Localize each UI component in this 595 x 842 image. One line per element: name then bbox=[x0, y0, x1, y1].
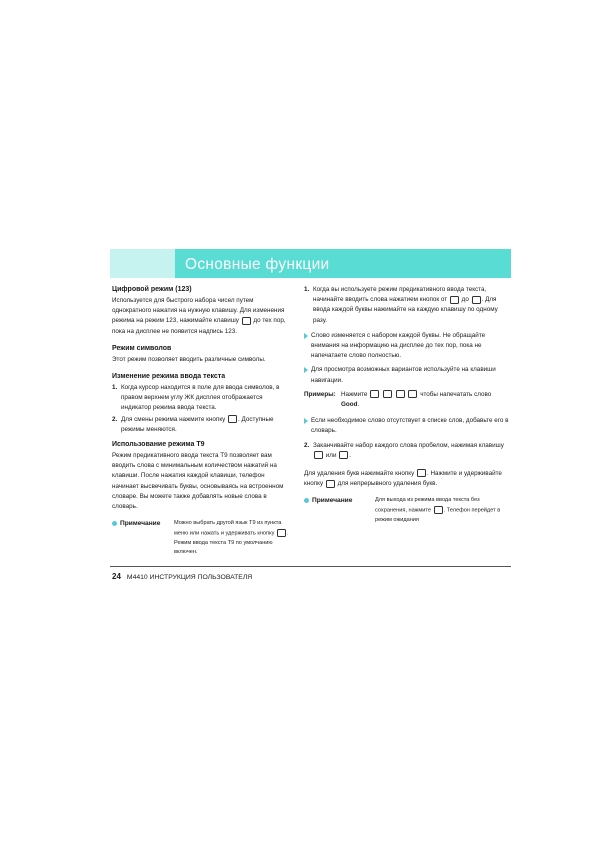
end-key-icon bbox=[434, 506, 443, 514]
page-footer bbox=[112, 572, 252, 581]
arrow-bullet-icon bbox=[304, 367, 308, 373]
examples-block: Примеры: Нажмите чтобы напечатать слово Good. bbox=[304, 390, 492, 409]
key-9-icon bbox=[472, 296, 481, 304]
key-3-icon bbox=[408, 390, 417, 398]
section-title-t9: Использование режима T9 bbox=[112, 441, 205, 449]
numbered-list bbox=[112, 383, 292, 435]
paragraph-symbol-mode: Этот режим позволяет вводить различные символы. bbox=[112, 355, 266, 363]
right-column bbox=[304, 285, 511, 525]
section-title-change-mode: Изменение режима ввода текста bbox=[112, 373, 226, 381]
section-title-symbol-mode: Режим символов bbox=[112, 344, 172, 352]
section-banner bbox=[110, 249, 511, 278]
key-2-icon bbox=[450, 296, 459, 304]
note-text: Для выхода из режима ввода текста без сохранения, нажмите . Телефон перейдет в режим ожидания bbox=[375, 497, 501, 523]
list-item: 2. Для смены режима нажмите кнопку . Доступные режимы меняются. bbox=[112, 415, 274, 433]
note-label: Примечание bbox=[120, 520, 161, 528]
bullet-item: Для просмотра возможных вариантов используйте на клавиши навигации. bbox=[304, 365, 511, 385]
numbered-list bbox=[304, 441, 511, 461]
note-bullet-icon bbox=[304, 498, 309, 503]
footer-text: M4410 ИНСТРУКЦИЯ ПОЛЬЗОВАТЕЛЯ bbox=[126, 574, 253, 581]
arrow-bullet-icon bbox=[304, 333, 308, 339]
key-4-icon bbox=[370, 390, 379, 398]
note-label: Примечание bbox=[312, 497, 353, 505]
paragraph-t9: Режим предикативного ввода текста T9 позволяет вам вводить слова с минимальным количеством нажатий на клавиши. После нажатия каждой клавиши, телефон начинает высвечивать буквы, основываясь на встроенном словаре. Вы можете также добавлять новые слова в словарь. bbox=[112, 452, 284, 511]
banner-accent-block bbox=[110, 249, 175, 278]
paragraph-digital-mode: Используется для быстрого набора чисел путем однократного нажатия на нужную клавишу. Для изменения режима на режим 123, нажимайте клавишу до тех пор, пока на дисплее не появится надпись 123. bbox=[112, 297, 286, 335]
paragraph-delete: Для удаления букв нажимайте кнопку . Нажмите и удерживайте кнопку для непрерывного удаления букв. bbox=[304, 470, 502, 488]
mode-key-icon bbox=[242, 317, 251, 325]
clear-key-icon bbox=[326, 480, 335, 488]
bullet-item: Слово изменяется с набором каждой буквы. Не обращайте внимания на информацию на дисплее до тех пор, пока не напечатаете слово полностью. bbox=[304, 331, 511, 362]
clear-key-icon bbox=[417, 469, 426, 477]
note-block bbox=[112, 519, 292, 557]
bullet-item: Если необходимое слово отсутствует в списке слов, добавьте его в словарь. bbox=[304, 416, 511, 436]
page-number: 24 bbox=[112, 572, 121, 581]
note-bullet-icon bbox=[112, 521, 117, 526]
key-6-icon bbox=[396, 390, 405, 398]
list-item: 1. Когда курсор находится в поле для ввода символов, в правом верхнем углу ЖК дисплея отображается индикатор режима ввода текста. bbox=[112, 384, 280, 412]
note-text: Можно выбрать другой язык T9 из пункта меню или нажать и удерживать кнопку . Режим ввода текста T9 по умолчанию включен. bbox=[174, 520, 289, 555]
section-title-digital-mode: Цифровой режим (123) bbox=[112, 286, 192, 293]
note-block bbox=[304, 496, 511, 525]
hash-key-icon bbox=[339, 451, 348, 459]
space-key-icon bbox=[314, 451, 323, 459]
numbered-list bbox=[304, 285, 511, 326]
footer-divider bbox=[110, 566, 511, 567]
list-item: 2. Заканчивайте набор каждого слова пробелом, нажимая клавишу или . bbox=[304, 441, 504, 459]
list-item: 1. Когда вы используете режим предикативного ввода текста, начинайте вводить слова нажатием кнопок от до . Для ввода каждой буквы нажимайте на каждую клавишу по одному разу. bbox=[304, 286, 498, 324]
page-title: Основные функции bbox=[185, 256, 330, 273]
left-column bbox=[112, 285, 292, 557]
mode-key-icon bbox=[228, 415, 237, 423]
arrow-bullet-icon bbox=[304, 418, 308, 424]
key-6-icon bbox=[383, 390, 392, 398]
mode-key-icon bbox=[277, 529, 286, 537]
